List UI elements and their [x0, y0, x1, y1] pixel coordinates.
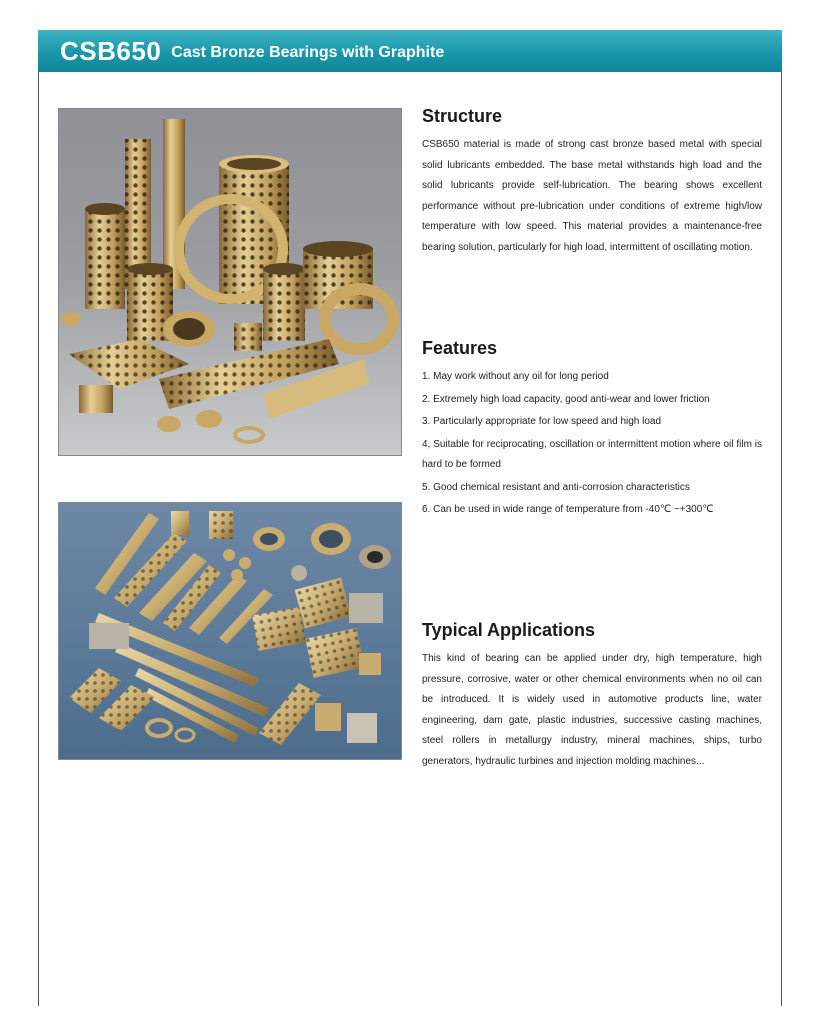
- title-banner: [38, 30, 782, 72]
- structure-section: [422, 106, 762, 258]
- structure-text: CSB650 material is made of strong cast bronze based metal with special solid lubricants embedded. The base metal withstands high load and the solid lubricants provide self-lubrication. The bearing shows excellent performance without pre-lubrication under conditions of extreme high/low temperature with low speed. This material provides a maintenance-free bearing solution, particularly for high load, intermittent of oscillating motion.: [422, 139, 762, 253]
- feature-item: 6. Can be used in wide range of temperature from -40℃ ~+300℃: [422, 504, 714, 515]
- feature-item: 2. Extremely high load capacity, good anti-wear and lower friction: [422, 393, 710, 405]
- applications-section: [422, 620, 762, 772]
- feature-item: 4, Suitable for reciprocating, oscillation or intermittent motion where oil film is hard to be formed: [422, 438, 762, 470]
- product-subtitle: Cast Bronze Bearings with Graphite: [171, 43, 445, 61]
- features-heading: Features: [422, 338, 498, 358]
- feature-item: 3. Particularly appropriate for low speed and high load: [422, 416, 662, 427]
- product-photo-assortment: [58, 502, 402, 760]
- feature-item: 5. Good chemical resistant and anti-corrosion characteristics: [422, 481, 690, 493]
- features-section: [422, 338, 762, 523]
- structure-heading: Structure: [422, 106, 503, 126]
- feature-item: 1. May work without any oil for long period: [422, 371, 609, 382]
- product-code: CSB650: [60, 35, 162, 66]
- applications-text: This kind of bearing can be applied under dry, high temperature, high pressure, corrosive, water or other chemical environments when no oil can be introduced. It is widely used in automotive products line, water engineering, dam gate, plastic industries, successive casting machines, steel rollers in metallurgy industry, mineral machines, ships, turbo generators, hydraulic turbines and injection molding machines...: [422, 653, 762, 767]
- product-photo-bushings: [58, 108, 402, 456]
- applications-heading: Typical Applications: [422, 620, 596, 640]
